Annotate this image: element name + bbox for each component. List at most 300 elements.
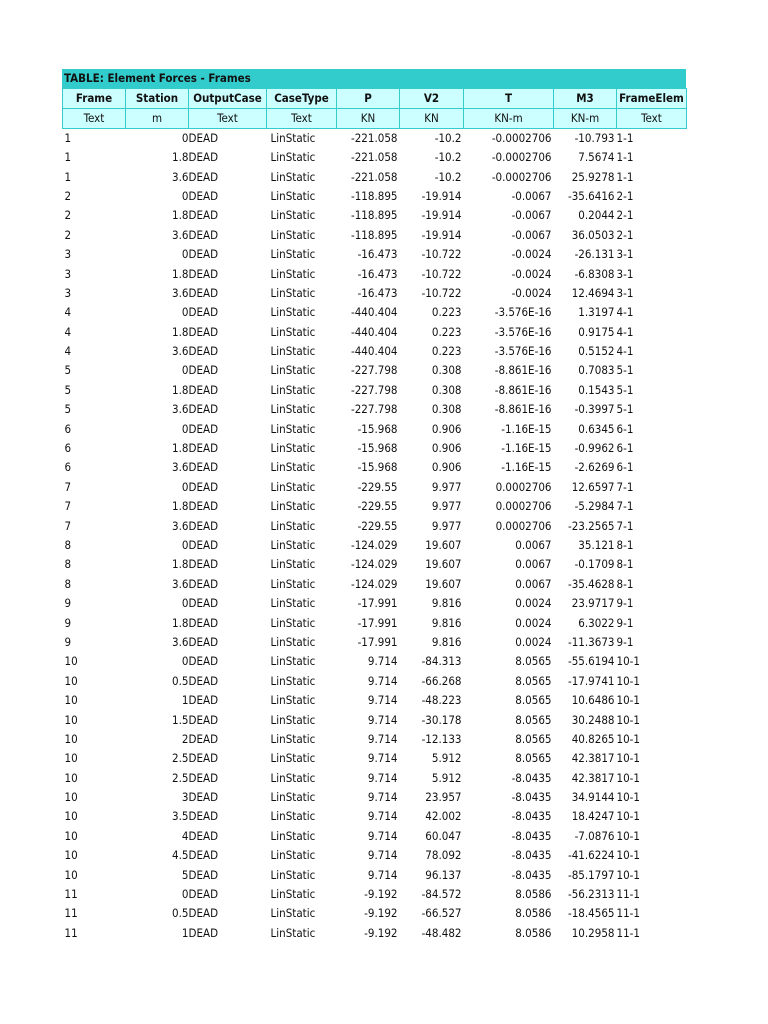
output-case-cell[interactable]: DEAD: [188, 654, 219, 669]
case-type-cell[interactable]: LinStatic: [270, 305, 316, 320]
t-cell[interactable]: -0.0002706: [491, 131, 552, 145]
case-type-cell[interactable]: LinStatic: [270, 518, 316, 533]
frame-elem-cell[interactable]: 6-1: [616, 441, 634, 456]
t-cell[interactable]: 8.0586: [515, 925, 552, 940]
frame-elem-cell[interactable]: 4-1: [616, 344, 634, 359]
case-type-cell[interactable]: LinStatic: [270, 324, 316, 339]
t-cell[interactable]: -8.0435: [511, 809, 552, 824]
output-case-cell[interactable]: DEAD: [188, 518, 219, 533]
v2-cell[interactable]: -84.572: [421, 887, 462, 902]
case-type-cell[interactable]: LinStatic: [270, 363, 316, 378]
m3-cell[interactable]: 42.3817: [571, 770, 615, 785]
output-case-cell[interactable]: DEAD: [188, 460, 219, 475]
t-cell[interactable]: -0.0024: [511, 266, 552, 281]
p-cell[interactable]: 9.714: [367, 731, 398, 746]
m3-cell[interactable]: 35.121: [578, 538, 615, 552]
output-case-cell[interactable]: DEAD: [188, 479, 219, 494]
t-cell[interactable]: -3.576E-16: [494, 344, 552, 359]
frame-elem-cell[interactable]: 1-1: [616, 131, 634, 145]
unit-cell[interactable]: m: [126, 109, 189, 129]
p-cell[interactable]: -124.029: [350, 538, 398, 552]
m3-cell[interactable]: -11.3673: [567, 634, 615, 649]
p-cell[interactable]: -16.473: [357, 266, 398, 281]
output-case-cell[interactable]: DEAD: [188, 382, 219, 397]
frame-cell[interactable]: 10: [64, 770, 78, 785]
p-cell[interactable]: -17.991: [357, 634, 398, 649]
frame-elem-cell[interactable]: 6-1: [616, 460, 634, 475]
m3-cell[interactable]: 18.4247: [571, 809, 615, 824]
station-cell[interactable]: 0: [181, 887, 189, 902]
m3-cell[interactable]: 0.7083: [578, 363, 615, 378]
frame-cell[interactable]: 11: [64, 925, 78, 940]
v2-cell[interactable]: -10.722: [421, 285, 462, 300]
output-case-cell[interactable]: DEAD: [188, 867, 219, 882]
frame-elem-cell[interactable]: 3-1: [616, 266, 634, 281]
column-header[interactable]: CaseType: [267, 89, 337, 109]
case-type-cell[interactable]: LinStatic: [270, 887, 316, 902]
column-header[interactable]: FrameElem: [617, 89, 687, 109]
v2-cell[interactable]: -12.133: [421, 731, 462, 746]
station-cell[interactable]: 1.8: [172, 557, 189, 572]
m3-cell[interactable]: -35.6416: [567, 188, 615, 203]
t-cell[interactable]: -0.0002706: [491, 150, 552, 165]
station-cell[interactable]: 1.8: [172, 499, 189, 514]
p-cell[interactable]: 9.714: [367, 712, 398, 727]
t-cell[interactable]: -0.0002706: [491, 169, 552, 184]
station-cell[interactable]: 5: [181, 867, 189, 882]
frame-cell[interactable]: 8: [64, 538, 72, 552]
t-cell[interactable]: 0.0067: [515, 538, 552, 552]
m3-cell[interactable]: -17.9741: [567, 673, 615, 688]
station-cell[interactable]: 0: [181, 305, 189, 320]
output-case-cell[interactable]: DEAD: [188, 770, 219, 785]
unit-cell[interactable]: KN: [337, 109, 400, 129]
t-cell[interactable]: -0.0067: [511, 188, 552, 203]
output-case-cell[interactable]: DEAD: [188, 751, 219, 766]
frame-cell[interactable]: 4: [64, 344, 72, 359]
frame-elem-cell[interactable]: 9-1: [616, 634, 634, 649]
v2-cell[interactable]: -10.2: [434, 169, 462, 184]
station-cell[interactable]: 1.8: [172, 266, 189, 281]
case-type-cell[interactable]: LinStatic: [270, 131, 316, 145]
station-cell[interactable]: 0: [181, 654, 189, 669]
p-cell[interactable]: -440.404: [350, 305, 398, 320]
v2-cell[interactable]: -48.223: [421, 693, 462, 708]
frame-cell[interactable]: 10: [64, 693, 78, 708]
m3-cell[interactable]: -85.1797: [567, 867, 615, 882]
t-cell[interactable]: -0.0067: [511, 227, 552, 242]
t-cell[interactable]: 0.0024: [515, 615, 552, 630]
frame-cell[interactable]: 1: [64, 150, 72, 165]
frame-cell[interactable]: 11: [64, 906, 78, 921]
frame-elem-cell[interactable]: 5-1: [616, 363, 634, 378]
p-cell[interactable]: -16.473: [357, 285, 398, 300]
output-case-cell[interactable]: DEAD: [188, 499, 219, 514]
m3-cell[interactable]: 23.9717: [571, 596, 615, 611]
frame-elem-cell[interactable]: 2-1: [616, 188, 634, 203]
output-case-cell[interactable]: DEAD: [188, 227, 219, 242]
output-case-cell[interactable]: DEAD: [188, 169, 219, 184]
t-cell[interactable]: -8.0435: [511, 790, 552, 805]
station-cell[interactable]: 3.5: [172, 809, 189, 824]
frame-cell[interactable]: 3: [64, 266, 72, 281]
m3-cell[interactable]: 34.9144: [571, 790, 615, 805]
station-cell[interactable]: 4: [181, 828, 189, 843]
station-cell[interactable]: 3.6: [172, 402, 189, 417]
frame-elem-cell[interactable]: 6-1: [616, 421, 634, 436]
p-cell[interactable]: -229.55: [357, 479, 398, 494]
t-cell[interactable]: 8.0565: [515, 712, 552, 727]
output-case-cell[interactable]: DEAD: [188, 421, 219, 436]
output-case-cell[interactable]: DEAD: [188, 634, 219, 649]
frame-elem-cell[interactable]: 10-1: [616, 751, 640, 766]
p-cell[interactable]: -227.798: [350, 402, 398, 417]
t-cell[interactable]: -8.861E-16: [494, 363, 552, 378]
frame-elem-cell[interactable]: 1-1: [616, 150, 634, 165]
v2-cell[interactable]: -19.914: [421, 208, 462, 223]
frame-elem-cell[interactable]: 10-1: [616, 809, 640, 824]
t-cell[interactable]: 0.0002706: [495, 499, 552, 514]
case-type-cell[interactable]: LinStatic: [270, 188, 316, 203]
m3-cell[interactable]: -56.2313: [567, 887, 615, 902]
m3-cell[interactable]: 7.5674: [578, 150, 615, 165]
station-cell[interactable]: 3.6: [172, 576, 189, 591]
frame-elem-cell[interactable]: 11-1: [616, 925, 640, 940]
p-cell[interactable]: -9.192: [364, 906, 398, 921]
m3-cell[interactable]: -5.2984: [574, 499, 615, 514]
case-type-cell[interactable]: LinStatic: [270, 828, 316, 843]
output-case-cell[interactable]: DEAD: [188, 848, 219, 863]
frame-elem-cell[interactable]: 11-1: [616, 887, 640, 902]
station-cell[interactable]: 0: [181, 188, 189, 203]
case-type-cell[interactable]: LinStatic: [270, 150, 316, 165]
case-type-cell[interactable]: LinStatic: [270, 557, 316, 572]
v2-cell[interactable]: -10.722: [421, 266, 462, 281]
p-cell[interactable]: -118.895: [350, 208, 398, 223]
frame-elem-cell[interactable]: 5-1: [616, 382, 634, 397]
v2-cell[interactable]: 78.092: [425, 848, 462, 863]
output-case-cell[interactable]: DEAD: [188, 576, 219, 591]
v2-cell[interactable]: 23.957: [425, 790, 462, 805]
station-cell[interactable]: 3: [181, 790, 189, 805]
p-cell[interactable]: 9.714: [367, 809, 398, 824]
case-type-cell[interactable]: LinStatic: [270, 576, 316, 591]
frame-cell[interactable]: 9: [64, 615, 72, 630]
station-cell[interactable]: 0: [181, 596, 189, 611]
frame-cell[interactable]: 10: [64, 867, 78, 882]
station-cell[interactable]: 1.8: [172, 208, 189, 223]
case-type-cell[interactable]: LinStatic: [270, 751, 316, 766]
v2-cell[interactable]: -10.722: [421, 247, 462, 262]
output-case-cell[interactable]: DEAD: [188, 906, 219, 921]
frame-cell[interactable]: 10: [64, 848, 78, 863]
case-type-cell[interactable]: LinStatic: [270, 382, 316, 397]
output-case-cell[interactable]: DEAD: [188, 188, 219, 203]
m3-cell[interactable]: -6.8308: [574, 266, 615, 281]
station-cell[interactable]: 0.5: [172, 673, 189, 688]
frame-cell[interactable]: 7: [64, 499, 72, 514]
frame-cell[interactable]: 11: [64, 887, 78, 902]
m3-cell[interactable]: 0.6345: [578, 421, 615, 436]
case-type-cell[interactable]: LinStatic: [270, 344, 316, 359]
unit-cell[interactable]: Text: [617, 109, 687, 129]
v2-cell[interactable]: -10.2: [434, 150, 462, 165]
m3-cell[interactable]: -41.6224: [567, 848, 615, 863]
unit-cell[interactable]: KN: [400, 109, 464, 129]
frame-cell[interactable]: 6: [64, 460, 72, 475]
v2-cell[interactable]: -19.914: [421, 227, 462, 242]
p-cell[interactable]: -124.029: [350, 576, 398, 591]
unit-cell[interactable]: KN-m: [464, 109, 554, 129]
p-cell[interactable]: -229.55: [357, 499, 398, 514]
p-cell[interactable]: -15.968: [357, 421, 398, 436]
t-cell[interactable]: 8.0565: [515, 751, 552, 766]
frame-elem-cell[interactable]: 3-1: [616, 285, 634, 300]
m3-cell[interactable]: 30.2488: [571, 712, 615, 727]
t-cell[interactable]: 8.0565: [515, 673, 552, 688]
output-case-cell[interactable]: DEAD: [188, 615, 219, 630]
v2-cell[interactable]: 9.816: [431, 615, 462, 630]
column-header[interactable]: Frame: [63, 89, 126, 109]
m3-cell[interactable]: 42.3817: [571, 751, 615, 766]
output-case-cell[interactable]: DEAD: [188, 363, 219, 378]
p-cell[interactable]: -229.55: [357, 518, 398, 533]
t-cell[interactable]: 8.0586: [515, 887, 552, 902]
output-case-cell[interactable]: DEAD: [188, 344, 219, 359]
station-cell[interactable]: 0: [181, 131, 189, 145]
frame-elem-cell[interactable]: 9-1: [616, 596, 634, 611]
m3-cell[interactable]: -0.9962: [574, 441, 615, 456]
output-case-cell[interactable]: DEAD: [188, 402, 219, 417]
v2-cell[interactable]: 0.223: [431, 344, 462, 359]
frame-cell[interactable]: 3: [64, 285, 72, 300]
p-cell[interactable]: 9.714: [367, 673, 398, 688]
t-cell[interactable]: 0.0067: [515, 576, 552, 591]
station-cell[interactable]: 2: [181, 731, 189, 746]
station-cell[interactable]: 0: [181, 363, 189, 378]
station-cell[interactable]: 1: [181, 925, 189, 940]
p-cell[interactable]: 9.714: [367, 654, 398, 669]
t-cell[interactable]: 8.0565: [515, 693, 552, 708]
station-cell[interactable]: 1.8: [172, 615, 189, 630]
t-cell[interactable]: 0.0024: [515, 596, 552, 611]
case-type-cell[interactable]: LinStatic: [270, 285, 316, 300]
m3-cell[interactable]: -0.3997: [574, 402, 615, 417]
station-cell[interactable]: 2.5: [172, 770, 189, 785]
m3-cell[interactable]: 0.9175: [578, 324, 615, 339]
output-case-cell[interactable]: DEAD: [188, 712, 219, 727]
p-cell[interactable]: -227.798: [350, 382, 398, 397]
frame-cell[interactable]: 7: [64, 518, 72, 533]
frame-cell[interactable]: 10: [64, 809, 78, 824]
frame-elem-cell[interactable]: 8-1: [616, 538, 634, 552]
output-case-cell[interactable]: DEAD: [188, 557, 219, 572]
frame-cell[interactable]: 7: [64, 479, 72, 494]
p-cell[interactable]: -15.968: [357, 441, 398, 456]
frame-elem-cell[interactable]: 10-1: [616, 673, 640, 688]
v2-cell[interactable]: 0.223: [431, 324, 462, 339]
output-case-cell[interactable]: DEAD: [188, 441, 219, 456]
station-cell[interactable]: 1.5: [172, 712, 189, 727]
case-type-cell[interactable]: LinStatic: [270, 712, 316, 727]
p-cell[interactable]: -440.404: [350, 324, 398, 339]
frame-elem-cell[interactable]: 10-1: [616, 693, 640, 708]
p-cell[interactable]: -15.968: [357, 460, 398, 475]
t-cell[interactable]: -8.0435: [511, 770, 552, 785]
column-header[interactable]: P: [337, 89, 400, 109]
p-cell[interactable]: 9.714: [367, 770, 398, 785]
v2-cell[interactable]: 9.977: [431, 479, 462, 494]
case-type-cell[interactable]: LinStatic: [270, 402, 316, 417]
p-cell[interactable]: -227.798: [350, 363, 398, 378]
output-case-cell[interactable]: DEAD: [188, 208, 219, 223]
unit-cell[interactable]: Text: [63, 109, 126, 129]
t-cell[interactable]: -8.861E-16: [494, 382, 552, 397]
case-type-cell[interactable]: LinStatic: [270, 499, 316, 514]
t-cell[interactable]: -8.861E-16: [494, 402, 552, 417]
frame-elem-cell[interactable]: 8-1: [616, 557, 634, 572]
v2-cell[interactable]: 60.047: [425, 828, 462, 843]
output-case-cell[interactable]: DEAD: [188, 285, 219, 300]
v2-cell[interactable]: -84.313: [421, 654, 462, 669]
frame-cell[interactable]: 10: [64, 712, 78, 727]
column-header[interactable]: Station: [126, 89, 189, 109]
case-type-cell[interactable]: LinStatic: [270, 441, 316, 456]
p-cell[interactable]: -118.895: [350, 227, 398, 242]
v2-cell[interactable]: -66.268: [421, 673, 462, 688]
output-case-cell[interactable]: DEAD: [188, 673, 219, 688]
v2-cell[interactable]: -66.527: [421, 906, 462, 921]
v2-cell[interactable]: 0.906: [431, 460, 462, 475]
station-cell[interactable]: 3.6: [172, 344, 189, 359]
output-case-cell[interactable]: DEAD: [188, 693, 219, 708]
frame-cell[interactable]: 3: [64, 247, 72, 262]
frame-cell[interactable]: 4: [64, 324, 72, 339]
case-type-cell[interactable]: LinStatic: [270, 790, 316, 805]
station-cell[interactable]: 0: [181, 479, 189, 494]
frame-elem-cell[interactable]: 9-1: [616, 615, 634, 630]
station-cell[interactable]: 4.5: [172, 848, 189, 863]
frame-cell[interactable]: 9: [64, 634, 72, 649]
v2-cell[interactable]: 0.906: [431, 441, 462, 456]
frame-cell[interactable]: 8: [64, 576, 72, 591]
p-cell[interactable]: -124.029: [350, 557, 398, 572]
output-case-cell[interactable]: DEAD: [188, 809, 219, 824]
p-cell[interactable]: -440.404: [350, 344, 398, 359]
t-cell[interactable]: -1.16E-15: [501, 460, 552, 475]
m3-cell[interactable]: 10.6486: [571, 693, 615, 708]
output-case-cell[interactable]: DEAD: [188, 887, 219, 902]
frame-cell[interactable]: 10: [64, 673, 78, 688]
p-cell[interactable]: -221.058: [350, 131, 398, 145]
m3-cell[interactable]: -10.793: [574, 131, 615, 145]
case-type-cell[interactable]: LinStatic: [270, 266, 316, 281]
v2-cell[interactable]: 19.607: [425, 557, 462, 572]
t-cell[interactable]: 0.0067: [515, 557, 552, 572]
frame-elem-cell[interactable]: 5-1: [616, 402, 634, 417]
case-type-cell[interactable]: LinStatic: [270, 654, 316, 669]
p-cell[interactable]: 9.714: [367, 693, 398, 708]
p-cell[interactable]: -9.192: [364, 925, 398, 940]
m3-cell[interactable]: 12.6597: [571, 479, 615, 494]
output-case-cell[interactable]: DEAD: [188, 790, 219, 805]
output-case-cell[interactable]: DEAD: [188, 324, 219, 339]
v2-cell[interactable]: 5.912: [431, 751, 462, 766]
v2-cell[interactable]: 42.002: [425, 809, 462, 824]
frame-cell[interactable]: 5: [64, 402, 72, 417]
frame-cell[interactable]: 10: [64, 751, 78, 766]
frame-elem-cell[interactable]: 11-1: [616, 906, 640, 921]
frame-elem-cell[interactable]: 4-1: [616, 324, 634, 339]
frame-cell[interactable]: 2: [64, 188, 72, 203]
m3-cell[interactable]: 25.9278: [571, 169, 615, 184]
station-cell[interactable]: 3.6: [172, 169, 189, 184]
frame-cell[interactable]: 10: [64, 790, 78, 805]
p-cell[interactable]: 9.714: [367, 828, 398, 843]
frame-cell[interactable]: 2: [64, 208, 72, 223]
station-cell[interactable]: 1.8: [172, 441, 189, 456]
frame-cell[interactable]: 10: [64, 731, 78, 746]
station-cell[interactable]: 3.6: [172, 634, 189, 649]
station-cell[interactable]: 3.6: [172, 460, 189, 475]
case-type-cell[interactable]: LinStatic: [270, 906, 316, 921]
m3-cell[interactable]: -26.131: [574, 247, 615, 262]
frame-elem-cell[interactable]: 10-1: [616, 867, 640, 882]
case-type-cell[interactable]: LinStatic: [270, 634, 316, 649]
case-type-cell[interactable]: LinStatic: [270, 247, 316, 262]
m3-cell[interactable]: 0.1543: [578, 382, 615, 397]
t-cell[interactable]: -0.0024: [511, 285, 552, 300]
column-header[interactable]: OutputCase: [189, 89, 267, 109]
t-cell[interactable]: -0.0067: [511, 208, 552, 223]
station-cell[interactable]: 0: [181, 538, 189, 552]
station-cell[interactable]: 0: [181, 247, 189, 262]
t-cell[interactable]: -1.16E-15: [501, 441, 552, 456]
frame-elem-cell[interactable]: 2-1: [616, 227, 634, 242]
m3-cell[interactable]: -55.6194: [567, 654, 615, 669]
v2-cell[interactable]: 0.223: [431, 305, 462, 320]
output-case-cell[interactable]: DEAD: [188, 596, 219, 611]
m3-cell[interactable]: 0.2044: [578, 208, 615, 223]
p-cell[interactable]: 9.714: [367, 848, 398, 863]
p-cell[interactable]: -17.991: [357, 596, 398, 611]
t-cell[interactable]: -8.0435: [511, 828, 552, 843]
v2-cell[interactable]: 9.816: [431, 634, 462, 649]
m3-cell[interactable]: 6.3022: [578, 615, 615, 630]
output-case-cell[interactable]: DEAD: [188, 828, 219, 843]
frame-elem-cell[interactable]: 10-1: [616, 848, 640, 863]
m3-cell[interactable]: -2.6269: [574, 460, 615, 475]
output-case-cell[interactable]: DEAD: [188, 925, 219, 940]
output-case-cell[interactable]: DEAD: [188, 731, 219, 746]
station-cell[interactable]: 1.8: [172, 382, 189, 397]
p-cell[interactable]: 9.714: [367, 867, 398, 882]
p-cell[interactable]: -118.895: [350, 188, 398, 203]
v2-cell[interactable]: 9.816: [431, 596, 462, 611]
output-case-cell[interactable]: DEAD: [188, 131, 219, 145]
t-cell[interactable]: 0.0024: [515, 634, 552, 649]
frame-elem-cell[interactable]: 10-1: [616, 731, 640, 746]
v2-cell[interactable]: -19.914: [421, 188, 462, 203]
station-cell[interactable]: 0.5: [172, 906, 189, 921]
case-type-cell[interactable]: LinStatic: [270, 615, 316, 630]
frame-cell[interactable]: 2: [64, 227, 72, 242]
t-cell[interactable]: 0.0002706: [495, 479, 552, 494]
station-cell[interactable]: 0: [181, 421, 189, 436]
v2-cell[interactable]: 9.977: [431, 499, 462, 514]
output-case-cell[interactable]: DEAD: [188, 150, 219, 165]
case-type-cell[interactable]: LinStatic: [270, 227, 316, 242]
